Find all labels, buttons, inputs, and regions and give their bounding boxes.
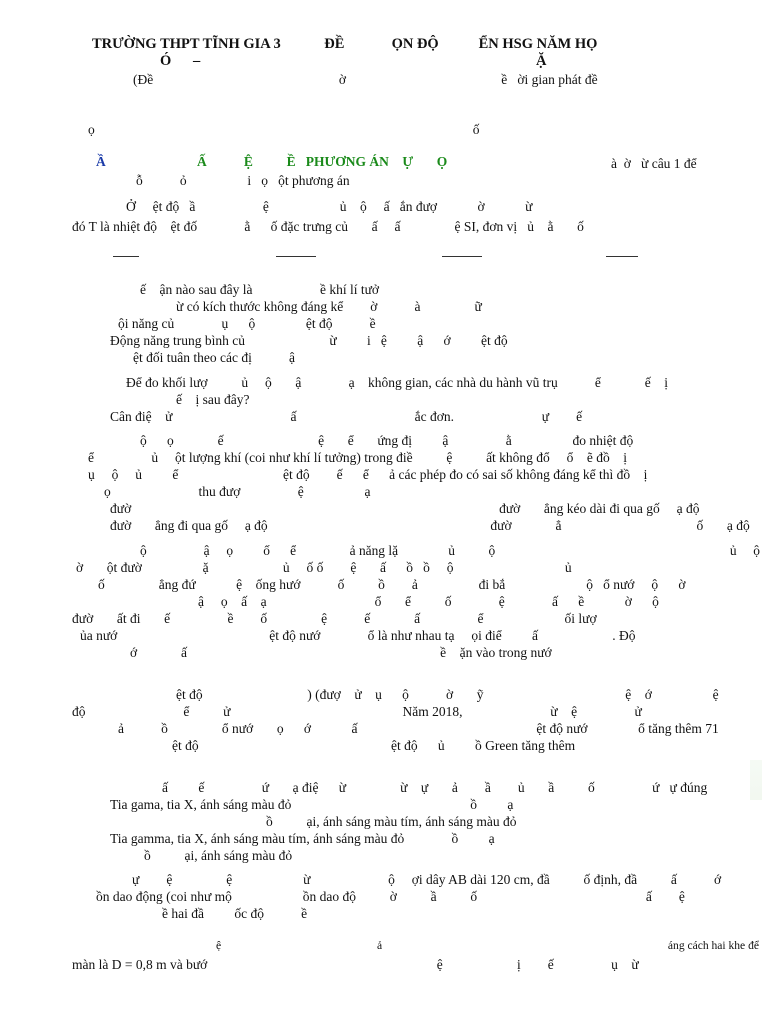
intro-line: ọ ố — [88, 122, 480, 137]
question-7-option-b: ồ ại, ánh sáng màu tím, ánh sáng màu đỏ — [266, 814, 517, 829]
question-2-option-b: ội năng củ ụ ộ ệt độ ề — [118, 316, 376, 331]
question-5-line-1: ộ ậ ọ ố ể ả năng lặ ủ ộ ủ ộ — [140, 543, 760, 558]
question-4-line-4: ọ thu đượ ệ ạ — [104, 484, 371, 499]
question-5-line-3: ố ẳng đứ ệ ống hướ ố ồ ả đi bắ ộ ổ nướ ộ ờ — [98, 577, 686, 592]
question-7-option-a: Tia gama, tia X, ánh sáng màu đỏ ồ ạ — [110, 797, 514, 812]
question-4-line-1: ộ ọ ế ệ ể ứng đị ậ ằ đo nhiệt độ — [140, 433, 634, 448]
question-2-option-a: ừ có kích thước không đáng kể ờ à ữ — [176, 299, 482, 314]
question-3-stem: Để đo khối lượ ủ ộ ậ ạ không gian, các nhà du hành vũ trụ ể ế ị — [126, 375, 668, 390]
question-9-line-1: ệ ả áng cách hai khe để — [216, 939, 759, 952]
question-5-line-4: ậ ọ ấ ạ ổ ể ố ệ ấ ề ờ ộ — [198, 594, 659, 609]
question-6-line-2: độ ể ử Năm 2018, ừ ệ ử — [72, 704, 642, 719]
question-2-option-d: ệt đối tuân theo các đị ậ — [133, 350, 295, 365]
question-4-line-2: ể ủ ột lượng khí (coi như khí lí tưởng) trong điề ệ ất không đổ ổ ẽ đồ ị — [88, 450, 628, 465]
question-5-line-6: ủa nướ ệt độ nướ ổ là như nhau tạ ọi điể ấ . Độ — [80, 628, 636, 643]
question-9-line-2: màn là D = 0,8 m và bướ ệ ị ế ụ ừ — [72, 957, 639, 972]
exam-subtitle: (Đề ờ ề ời gian phát đề — [133, 72, 598, 87]
question-5-line-5: đườ ất đi ế ề ố ệ ế ấ ể ối lượ — [72, 611, 597, 626]
section-heading-instruction: à ờ ừ câu 1 để — [611, 156, 697, 171]
question-3-options: Cân điệ ử ấ ắc đơn. ự ế — [110, 409, 583, 424]
question-8-line-2: ồn dao động (coi như mộ ồn dao độ ờ ầ ố ấ ệ — [96, 889, 685, 904]
section-heading-part1-title: Ấ Ệ Ề PHƯƠNG ÁN Ự Ọ — [197, 154, 448, 169]
school-title-line: TRƯỜNG THPT TĨNH GIA 3 ĐỀ ỌN ĐỘ ỂN HSG NĂM HỌ — [92, 36, 598, 52]
question-6-line-1: ệt độ ) (đượ ử ụ ộ ờ ỹ ệ ớ ệ — [176, 687, 719, 702]
section-heading-part1: Ầ — [96, 154, 106, 169]
scan-smudge — [750, 760, 762, 800]
answer-blank-a — [113, 256, 139, 257]
question-7-stem: ấ ế ứ ạ điệ ừ ừ ự ả ầ ủ ầ ố ứ ự đúng — [162, 780, 708, 795]
title-line-2-right: Ặ — [536, 53, 547, 69]
section-heading-instruction-2: ỗ ỏ i ọ ột phương án — [136, 173, 350, 188]
question-5-line-2: ờ ột đườ ặ ủ ố ố ệ ấ ồ ồ ộ ủ — [76, 560, 572, 575]
question-8-line-1: ự ệ ệ ừ ộ ợi dây AB dài 120 cm, đầ ố định, đầ ấ ớ — [132, 872, 722, 887]
question-6-line-4: ệt độ ệt độ ủ ồ Green tăng thêm — [172, 738, 576, 753]
title-line-2-left: Ó – — [160, 53, 201, 69]
question-1-line-1: Ở ệt độ ầ ệ ủ ộ ấ ắn đượ ờ ừ — [126, 199, 533, 214]
answer-blank-d — [606, 256, 638, 257]
question-8-line-3: ề hai đầ ốc độ ề — [162, 906, 308, 921]
answer-blank-c — [442, 256, 482, 257]
question-7-option-d: ồ ại, ánh sáng màu đỏ — [144, 848, 293, 863]
question-1-line-2: đó T là nhiệt độ ệt đố ằ ố đặc trưng củ ấ ấ ệ SI, đơn vị ủ ằ ố — [72, 219, 584, 234]
question-3-stem-2: ế ị sau đây? — [176, 392, 250, 407]
question-5-line-7: ớ ấ ề ặn vào trong nướ — [130, 645, 552, 660]
question-4-options-ab: đườ đườ ẳng kéo dài đi qua gố ạ độ — [110, 501, 700, 516]
question-2-option-c: Động năng trung bình củ ừ i ệ ậ ớ ệt độ — [110, 333, 508, 348]
question-4-line-3: ụ ộ ủ ể ệt độ ế ể ả các phép đo có sai số không đáng kể thì đồ ị — [88, 467, 648, 482]
question-2-stem: ế ận nào sau đây là ề khí lí tưở — [140, 282, 380, 297]
question-7-option-c: Tia gamma, tia X, ánh sáng màu tím, ánh sáng màu đỏ ồ ạ — [110, 831, 495, 846]
question-4-options-cd: đườ ẳng đi qua gố ạ độ đườ ẳ ố ạ độ — [110, 518, 750, 533]
answer-blank-b — [276, 256, 316, 257]
question-6-line-3: ả ồ ổ nướ ọ ớ ấ ệt độ nướ ổ tăng thêm 71 — [118, 721, 719, 736]
